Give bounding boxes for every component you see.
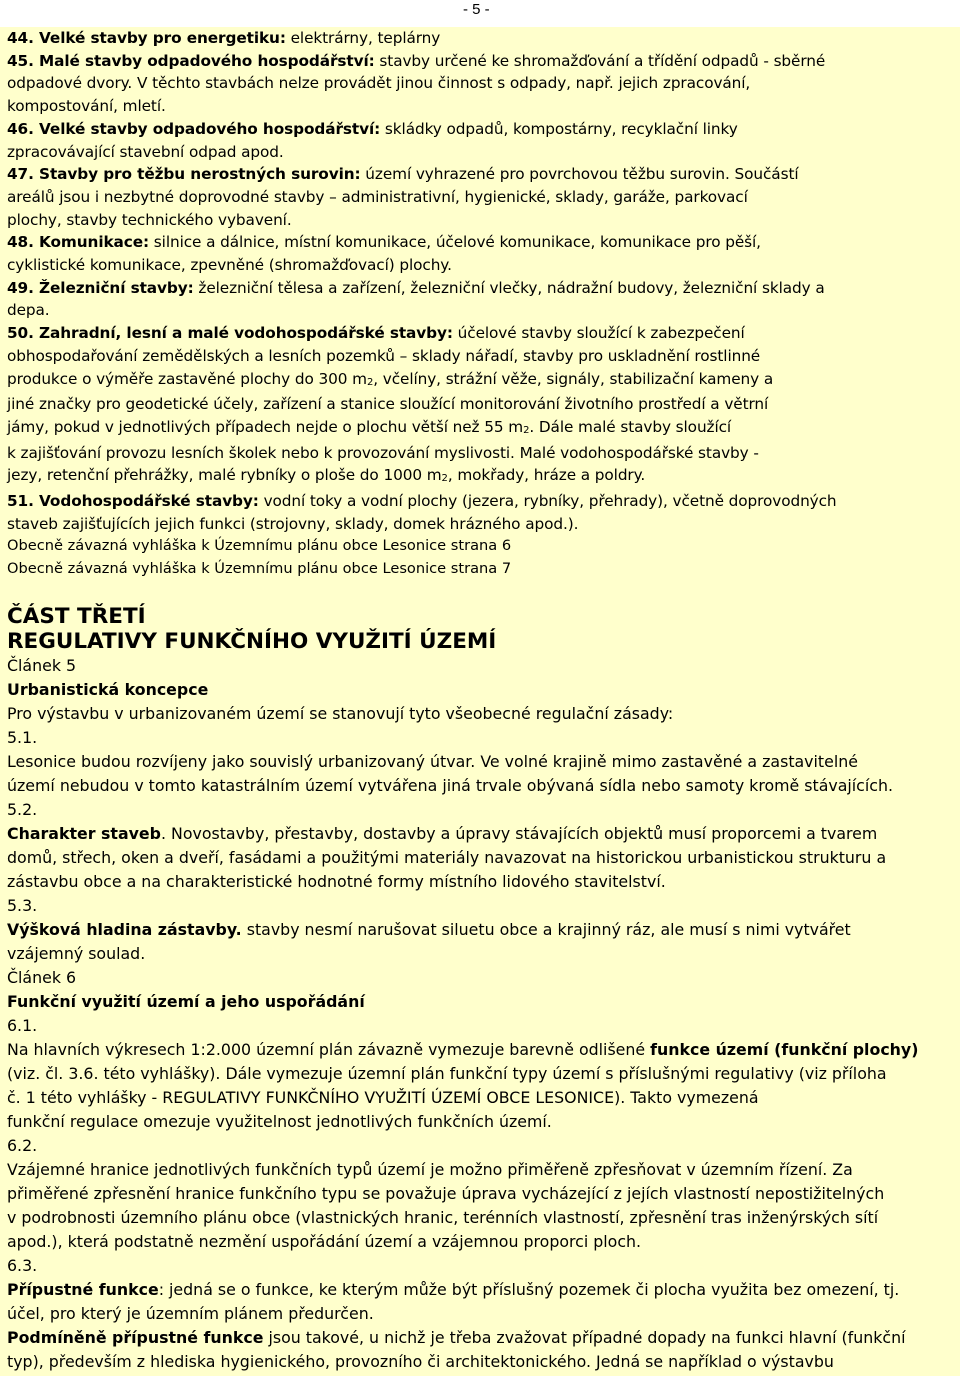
- item-47-title: Stavby pro těžbu nerostných surovin:: [39, 165, 361, 184]
- item-50-line5-b: . Dále malé stavby sloužící: [529, 417, 732, 436]
- clause-6-2-line1: Vzájemné hranice jednotlivých funkčních typů území je možno přiměřeně zpřesňovat v územním řízení. Za: [7, 1159, 853, 1179]
- item-49-number: 49.: [7, 278, 40, 297]
- item-50-title: Zahradní, lesní a malé vodohospodářské stavby:: [39, 324, 453, 343]
- clause-6-3-number: 6.3.: [7, 1255, 38, 1275]
- document-body: [0, 27, 960, 1376]
- clause-6-4-bold: Podmíněně přípustné funkce: [7, 1327, 264, 1347]
- clause-6-3-line2: účel, pro který je územním plánem předurčen.: [7, 1303, 374, 1323]
- item-50-line5-sub: 2: [523, 424, 530, 436]
- item-50-line6: k zajišťování provozu lesních školek nebo k provozování myslivosti. Malé vodohospodářské stavby -: [7, 443, 759, 462]
- clause-6-3-line1: [7, 1278, 956, 1302]
- item-44-text: elektrárny, teplárny: [285, 29, 441, 47]
- clause-5-1-line1: Lesonice budou rozvíjeny jako souvislý urbanizovaný útvar. Ve volné krajině mimo zastavěné a zastavitelné: [7, 751, 858, 771]
- item-49-line2: depa.: [7, 301, 50, 320]
- clause-5-2-number: 5.2.: [7, 799, 38, 819]
- item-47-line3: plochy, stavby technického vybavení.: [7, 210, 292, 229]
- item-48-number: 48.: [7, 233, 40, 252]
- item-48-title: Komunikace:: [39, 233, 150, 252]
- item-50-line7-b: , mokřady, hráze a poldry.: [447, 466, 646, 485]
- clause-6-4-line1: [7, 1326, 956, 1350]
- clause-5-3-line2: vzájemný soulad.: [7, 943, 146, 963]
- item-50-line5: [7, 416, 956, 442]
- item-45-line2: odpadové dvory. V těchto stavbách nelze provádět jinou činnost s odpady, např. jejich zpracování,: [7, 74, 751, 93]
- item-50: [7, 322, 956, 345]
- item-50-line2: obhospodařování zemědělských a lesních pozemků – sklady nářadí, stavby pro uskladnění rostlinné: [7, 346, 761, 365]
- clause-5-3-bold: Výšková hladina zástavby.: [7, 919, 242, 939]
- clause-6-4-text: jsou takové, u nichž je třeba zvažovat případné dopady na funkci hlavní (funkční: [263, 1327, 906, 1347]
- clause-5-1-number: 5.1.: [7, 727, 38, 747]
- item-50-line3-a: produkce o výměře zastavěné plochy do 300 m: [7, 369, 367, 388]
- page-number: - 5 -: [463, 1, 490, 18]
- item-48-line2: cyklistické komunikace, zpevněné (shromažďovací) plochy.: [7, 256, 452, 275]
- item-47-text: území vyhrazené pro povrchovou těžbu surovin. Součástí: [360, 165, 799, 184]
- item-44-title: Velké stavby pro energetiku:: [39, 29, 286, 47]
- item-50-line3-b: , včelíny, strážní věže, signály, stabilizační kameny a: [373, 369, 774, 388]
- item-46-number: 46.: [7, 119, 40, 138]
- clause-6-4-line2: typ), především z hlediska hygienického, provozního či architektonického. Jedná se například o výstavbu: [7, 1351, 834, 1371]
- item-50-line5-a: jámy, pokud v jednotlivých případech nejde o plochu větší než 55 m: [7, 417, 524, 436]
- item-45-number: 45.: [7, 51, 40, 70]
- clause-5-3-line1: [7, 918, 956, 942]
- article-5-label: Článek 5: [7, 655, 77, 675]
- item-50-line7: [7, 464, 956, 490]
- clause-5-2-text: . Novostavby, přestavby, dostavby a úpravy stávajících objektů musí proporcemi a tvarem: [160, 823, 878, 843]
- footer-line-1: Obecně závazná vyhláška k Územnímu plánu obce Lesonice strana 6: [7, 537, 512, 555]
- clause-5-3-number: 5.3.: [7, 895, 38, 915]
- item-51-text: vodní toky a vodní plochy (jezera, rybníky, přehrady), včetně doprovodných: [258, 492, 837, 511]
- clause-6-1-line4: funkční regulace omezuje využitelnost jednotlivých funkčních území.: [7, 1111, 552, 1131]
- clause-5-2-bold: Charakter staveb: [7, 823, 161, 843]
- item-45-title: Malé stavby odpadového hospodářství:: [39, 51, 375, 70]
- item-47-line2: areálů jsou i nezbytné doprovodné stavby – administrativní, hygienické, sklady, garáže, parkovací: [7, 187, 748, 206]
- clause-6-2-line2: přiměřené zpřesnění hranice funkčního typu se považuje úprava vycházející z jejích vlastností nepostižitelných: [7, 1183, 885, 1203]
- clause-6-3-text: : jedná se o funkce, ke kterým může být příslušný pozemek či plocha využita bez omezení, tj.: [158, 1279, 900, 1299]
- article-5-intro: Pro výstavbu v urbanizovaném území se stanovují tyto všeobecné regulační zásady:: [7, 703, 674, 723]
- clause-6-1-number: 6.1.: [7, 1015, 38, 1035]
- item-45: [7, 50, 956, 73]
- item-51-line2: staveb zajišťujících jejich funkci (strojovny, sklady, domek hrázného apod.).: [7, 514, 579, 533]
- clause-6-3-bold: Přípustné funkce: [7, 1279, 159, 1299]
- clause-6-2-line4: apod.), která podstatně nezmění uspořádání území a vzájemnou proporci ploch.: [7, 1231, 642, 1251]
- clause-6-1-line2: (viz. čl. 3.6. této vyhlášky). Dále vymezuje územní plán funkční typy území s příslušnými regulativy (viz příloha: [7, 1063, 887, 1083]
- item-46: [7, 118, 956, 141]
- item-45-line3: kompostování, mletí.: [7, 97, 166, 116]
- clause-6-1-line3: č. 1 této vyhlášky - REGULATIVY FUNKČNÍHO VYUŽITÍ ÚZEMÍ OBCE LESONICE). Takto vymezená: [7, 1087, 759, 1107]
- item-45-text: stavby určené ke shromažďování a třídění odpadů - sběrné: [374, 51, 826, 70]
- article-6-title: Funkční využití území a jeho uspořádání: [7, 991, 365, 1011]
- clause-6-1-bold: funkce území (funkční plochy): [650, 1039, 919, 1059]
- item-49: [7, 277, 956, 300]
- item-51: [7, 490, 956, 513]
- footer-line-2: Obecně závazná vyhláška k Územnímu plánu obce Lesonice strana 7: [7, 560, 512, 578]
- item-46-title: Velké stavby odpadového hospodářství:: [39, 119, 381, 138]
- item-46-line2: zpracovávající stavební odpad apod.: [7, 142, 284, 161]
- article-6-label: Článek 6: [7, 967, 77, 987]
- part-subheading: REGULATIVY FUNKČNÍHO VYUŽITÍ ÚZEMÍ: [7, 628, 497, 654]
- clause-6-1-text: Na hlavních výkresech 1:2.000 územní plán závazně vymezuje barevně odlišené: [7, 1039, 651, 1059]
- part-heading: ČÁST TŘETÍ: [7, 603, 146, 629]
- item-47-number: 47.: [7, 165, 40, 184]
- clause-6-2-number: 6.2.: [7, 1135, 38, 1155]
- item-51-title: Vodohospodářské stavby:: [39, 492, 259, 511]
- article-5-title: Urbanistická koncepce: [7, 679, 209, 699]
- clause-6-1-line1: [7, 1038, 956, 1062]
- item-49-title: Železniční stavby:: [39, 278, 194, 297]
- item-44: [7, 27, 956, 50]
- item-50-number: 50.: [7, 324, 40, 343]
- clause-6-2-line3: v podrobnosti územního plánu obce (vlastnických hranic, terénních vlastností, zpřesnění tras inženýrských sítí: [7, 1207, 879, 1227]
- clause-5-2-line3: zástavbu obce a na charakteristické hodnotné formy místního lidového stavitelství.: [7, 871, 666, 891]
- item-50-text: účelové stavby sloužící k zabezpečení: [452, 324, 745, 343]
- item-50-line3: [7, 368, 956, 394]
- section-gap: [7, 581, 956, 604]
- item-46-text: skládky odpadů, kompostárny, recyklační linky: [380, 119, 738, 138]
- item-48: [7, 231, 956, 254]
- item-48-text: silnice a dálnice, místní komunikace, účelové komunikace, komunikace pro pěší,: [149, 233, 761, 252]
- item-51-number: 51.: [7, 492, 40, 511]
- item-50-line7-a: jezy, retenční přehrážky, malé rybníky o ploše do 1000 m: [7, 466, 442, 485]
- clause-5-2-line2: domů, střech, oken a dveří, fasádami a použitými materiály navazovat na historickou urbanistickou strukturu a: [7, 847, 887, 867]
- clause-5-1-line2: území nebudou v tomto katastrálním území vytvářena jiná trvale obývaná sídla nebo samoty kromě stávajících.: [7, 775, 893, 795]
- item-47: [7, 163, 956, 186]
- item-50-line4: jiné značky pro geodetické účely, zařízení a stanice sloužící monitorování životního prostředí a větrní: [7, 395, 769, 414]
- item-44-number: 44.: [7, 29, 40, 47]
- clause-5-2-line1: [7, 822, 956, 846]
- item-49-text: železniční tělesa a zařízení, železniční vlečky, nádražní budovy, železniční sklady a: [193, 278, 825, 297]
- item-50-line3-sub: 2: [366, 376, 374, 388]
- item-50-line7-sub: 2: [441, 473, 448, 485]
- clause-5-3-text: stavby nesmí narušovat siluetu obce a krajinný ráz, ale musí s nimi vytvářet: [241, 919, 851, 939]
